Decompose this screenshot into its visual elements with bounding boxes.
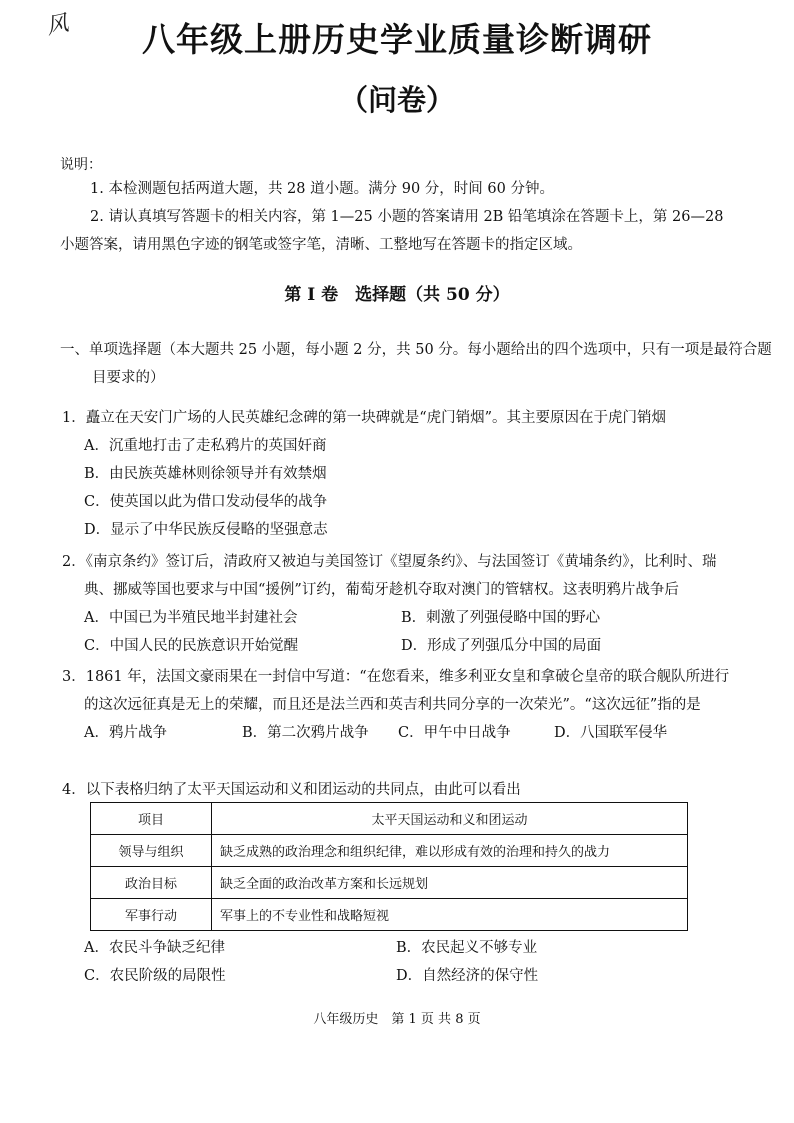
option-a: A．沉重地打击了走私鸦片的英国奸商	[84, 438, 327, 454]
option-b: B．农民起义不够专业	[396, 940, 538, 956]
note-item: 2. 请认真填写答题卡的相关内容，第 1—25 小题的答案请用 2B 铅笔填涂在答题卡上，第 26—28 小题答案，请用黑色字迹的钢笔或签字笔，清晰、工整地写在答题卡的指定区域。	[60, 209, 724, 253]
note-item: 1. 本检测题包括两道大题，共 28 道小题。满分 90 分，时间 60 分钟。	[90, 181, 554, 197]
handwritten-mark: 风	[44, 10, 71, 40]
table-cell: 政治目标	[91, 867, 212, 899]
question-2	[62, 548, 742, 660]
option-c: C．使英国以此为借口发动侵华的战争	[84, 494, 328, 510]
table-cell: 军事行动	[91, 899, 212, 931]
options-list	[84, 934, 716, 990]
table-cell: 缺乏全面的政治改革方案和长远规划	[212, 867, 688, 899]
option-d: D．形成了列强瓜分中国的局面	[401, 638, 602, 654]
options-list	[62, 719, 742, 747]
question-stem: 2．《南京条约》签订后，清政府又被迫与美国签订《望厦条约》、与法国签订《黄埔条约》，比利时、瑞典、挪威等国也要求与中国“援例”订约，葡萄牙趁机夺取对澳门的管辖权。这表明鸦片战争后	[62, 554, 717, 598]
part-heading: 一、单项选择题（本大题共 25 小题，每小题 2 分，共 50 分。每小题给出的四个选项中，只有一项是最符合题目要求的）	[60, 342, 772, 386]
question-stem: 1．矗立在天安门广场的人民英雄纪念碑的第一块碑就是“虎门销烟”。其主要原因在于虎门销烟	[62, 410, 667, 426]
option-b: B．刺激了列强侵略中国的野心	[401, 610, 601, 626]
option-b: B．由民族英雄林则徐领导并有效禁烟	[84, 466, 327, 482]
question-4	[62, 776, 742, 804]
options-list	[62, 432, 742, 544]
table-header-row	[91, 803, 688, 835]
option-a: A．中国已为半殖民地半封建社会	[84, 610, 298, 626]
notes-label: 说明：	[60, 157, 102, 173]
table-cell: 军事上的不专业性和战略短视	[212, 899, 688, 931]
option-d: D．自然经济的保守性	[396, 968, 539, 984]
table-header-cell: 项目	[91, 803, 212, 835]
table-row	[91, 867, 688, 899]
option-a: A．农民斗争缺乏纪律	[84, 940, 225, 956]
table-row	[91, 835, 688, 867]
option-d: D．八国联军侵华	[554, 725, 668, 741]
question-stem: 4．以下表格归纳了太平天国运动和义和团运动的共同点，由此可以看出	[62, 782, 521, 798]
options-list	[62, 604, 742, 660]
option-c: C．农民阶级的局限性	[84, 968, 226, 984]
section-title: 第 Ⅰ 卷 选择题（共 50 分）	[284, 285, 510, 305]
question-stem: 3．1861 年，法国文豪雨果在一封信中写道：“在您看来，维多利亚女皇和拿破仑皇帝的联合舰队所进行的这次远征真是无上的荣耀，而且还是法兰西和英吉利共同分享的一次荣光”。“这次远征”指的是	[62, 669, 730, 713]
question-1	[62, 404, 742, 544]
option-c: C．中国人民的民族意识开始觉醒	[84, 638, 299, 654]
table-row	[91, 899, 688, 931]
page-footer: 八年级历史 第 1 页 共 8 页	[313, 1012, 481, 1027]
exam-subtitle: （问卷）	[338, 83, 455, 117]
table-cell: 领导与组织	[91, 835, 212, 867]
comparison-table	[90, 802, 688, 931]
option-d: D．显示了中华民族反侵略的坚强意志	[84, 522, 328, 538]
table-header-cell: 太平天国运动和义和团运动	[212, 803, 688, 835]
option-a: A．鸦片战争	[84, 725, 167, 741]
table-cell: 缺乏成熟的政治理念和组织纪律，难以形成有效的治理和持久的战力	[212, 835, 688, 867]
option-c: C．甲午中日战争	[398, 725, 511, 741]
exam-title: 八年级上册历史学业质量诊断调研	[142, 20, 652, 59]
option-b: B．第二次鸦片战争	[242, 725, 369, 741]
question-3	[62, 663, 742, 747]
